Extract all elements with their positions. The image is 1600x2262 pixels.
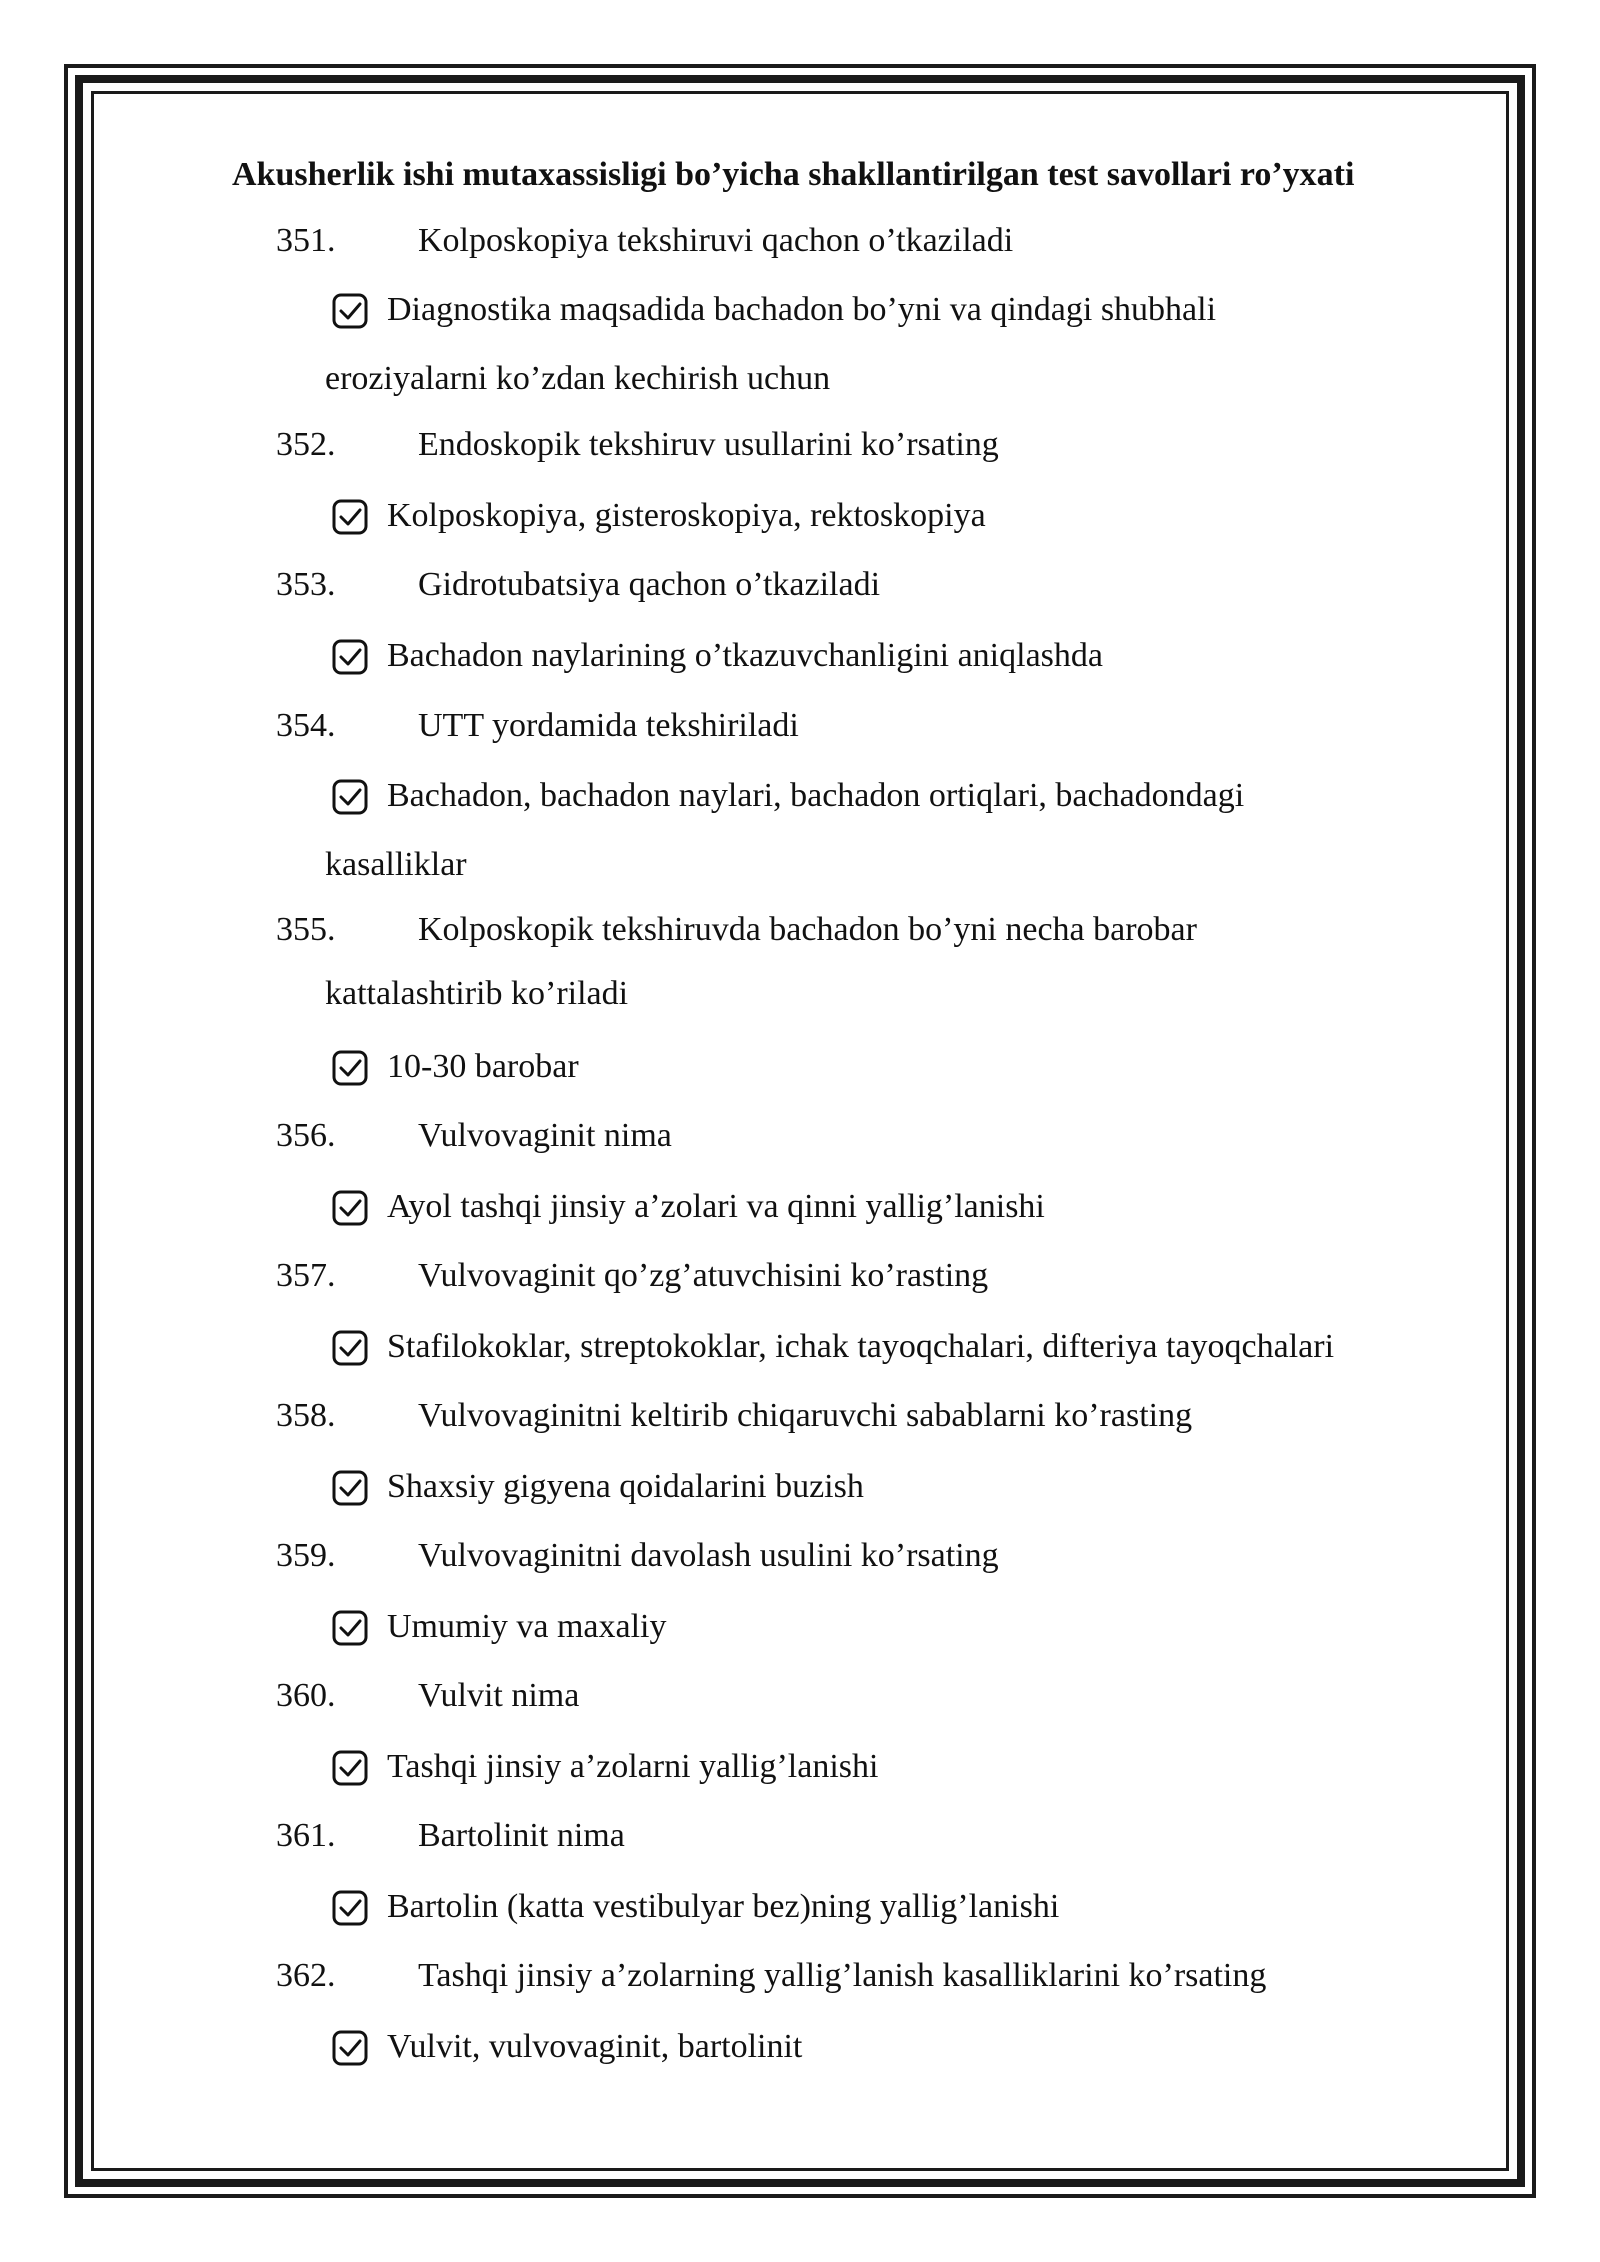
- question-number: 357.: [276, 1257, 336, 1294]
- answer-text: Vulvit, vulvovaginit, bartolinit: [387, 2028, 803, 2065]
- answer-text: Stafilokoklar, streptokoklar, ichak tayoqchalari, difteriya tayoqchalari: [387, 1328, 1335, 1365]
- answer-text: Bachadon, bachadon naylari, bachadon ortiqlari, bachadondagi: [387, 777, 1245, 814]
- question-number: 352.: [276, 426, 336, 463]
- question-number: 351.: [276, 222, 336, 259]
- question-text: Vulvovaginit qo’zg’atuvchisini ko’rasting: [418, 1257, 989, 1294]
- question-text: Vulvovaginitni keltirib chiqaruvchi sabablarni ko’rasting: [418, 1397, 1193, 1434]
- question-text: Vulvovaginit nima: [418, 1117, 672, 1154]
- question-number: 361.: [276, 1817, 336, 1854]
- checked-box-icon: [332, 293, 368, 329]
- answer-text: 10-30 barobar: [387, 1048, 579, 1085]
- question-text: UTT yordamida tekshiriladi: [418, 707, 799, 744]
- question-text-continuation: kattalashtirib ko’riladi: [325, 975, 629, 1012]
- answer-text-continuation: eroziyalarni ko’zdan kechirish uchun: [325, 360, 831, 397]
- checked-box-icon: [332, 1610, 368, 1646]
- question-number: 353.: [276, 566, 336, 603]
- question-number: 355.: [276, 911, 336, 948]
- answer-text: Diagnostika maqsadida bachadon bo’yni va qindagi shubhali: [387, 291, 1217, 328]
- answer-text: Kolposkopiya, gisteroskopiya, rektoskopiya: [387, 497, 986, 534]
- answer-text: Bachadon naylarining o’tkazuvchanligini aniqlashda: [387, 637, 1103, 674]
- checked-box-icon: [332, 2030, 368, 2066]
- question-number: 358.: [276, 1397, 336, 1434]
- checked-box-icon: [332, 779, 368, 815]
- question-text: Bartolinit nima: [418, 1817, 625, 1854]
- question-text: Kolposkopiya tekshiruvi qachon o’tkaziladi: [418, 222, 1014, 259]
- question-text: Endoskopik tekshiruv usullarini ko’rsating: [418, 426, 999, 463]
- question-number: 362.: [276, 1957, 336, 1994]
- question-number: 359.: [276, 1537, 336, 1574]
- question-text: Vulvovaginitni davolash usulini ko’rsating: [418, 1537, 999, 1574]
- answer-text: Umumiy va maxaliy: [387, 1608, 667, 1645]
- checked-box-icon: [332, 1190, 368, 1226]
- checked-box-icon: [332, 1470, 368, 1506]
- answer-text: Bartolin (katta vestibulyar bez)ning yallig’lanishi: [387, 1888, 1060, 1925]
- answer-text: Tashqi jinsiy a’zolarni yallig’lanishi: [387, 1748, 879, 1785]
- answer-text: Ayol tashqi jinsiy a’zolari va qinni yallig’lanishi: [387, 1188, 1045, 1225]
- question-text: Gidrotubatsiya qachon o’tkaziladi: [418, 566, 881, 603]
- checked-box-icon: [332, 1890, 368, 1926]
- answer-text-continuation: kasalliklar: [325, 846, 467, 883]
- question-text: Tashqi jinsiy a’zolarning yallig’lanish kasalliklarini ko’rsating: [418, 1957, 1267, 1994]
- question-number: 360.: [276, 1677, 336, 1714]
- checked-box-icon: [332, 499, 368, 535]
- checked-box-icon: [332, 639, 368, 675]
- document-title: Akusherlik ishi mutaxassisligi bo’yicha shakllantirilgan test savollari ro’yxati: [232, 156, 1355, 193]
- checked-box-icon: [332, 1750, 368, 1786]
- question-number: 354.: [276, 707, 336, 744]
- checked-box-icon: [332, 1050, 368, 1086]
- question-number: 356.: [276, 1117, 336, 1154]
- question-text: Vulvit nima: [418, 1677, 580, 1714]
- checked-box-icon: [332, 1330, 368, 1366]
- answer-text: Shaxsiy gigyena qoidalarini buzish: [387, 1468, 864, 1505]
- question-text: Kolposkopik tekshiruvda bachadon bo’yni necha barobar: [418, 911, 1197, 948]
